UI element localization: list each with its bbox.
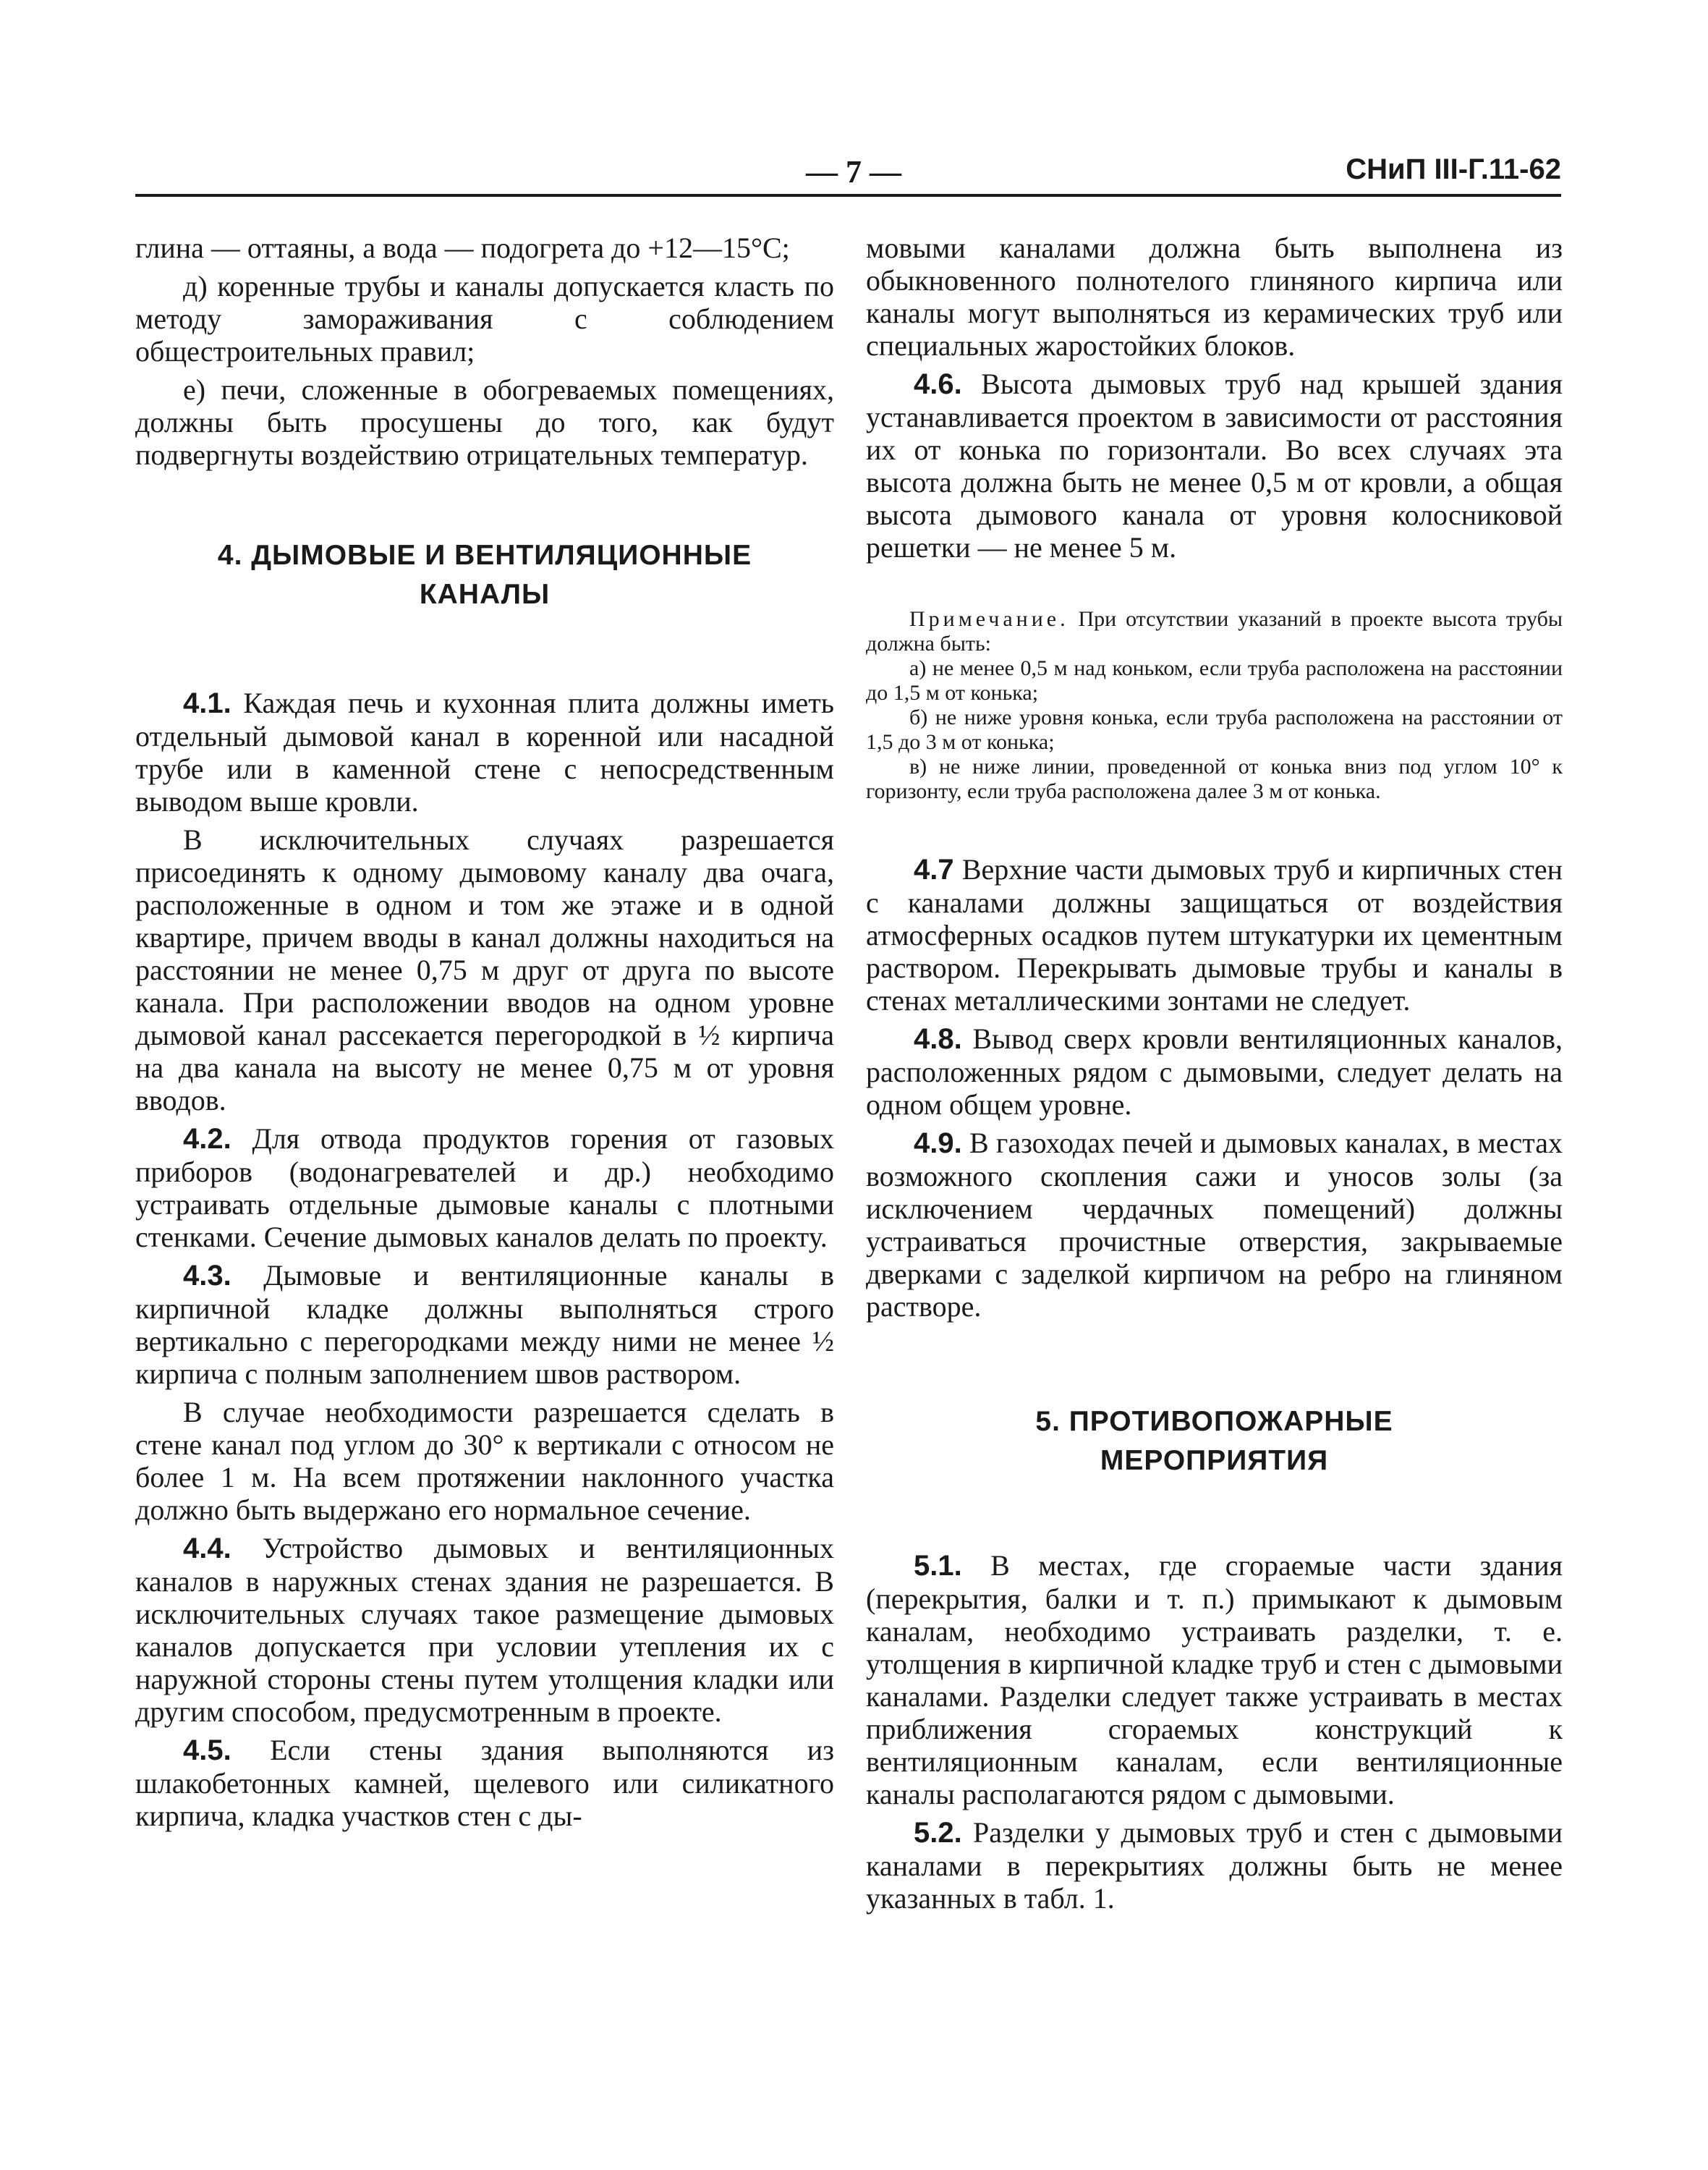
clause-4-2-number: 4.2. — [183, 1123, 231, 1155]
clause-4-4 — [135, 1532, 834, 1728]
clause-5-1-text: В местах, где сгораемые части здания (перекрытия, балки и т. п.) примыкают к дымовым каналам, необходимо устраивать разделки, т. е. утолщения в кирпичной кладке труб и стен с дымовыми каналами. Разделки следует также устраивать в местах приближения сгораемых конструкций к вентиляционным каналам, если вентиляционные каналы располагаются рядом с дымовыми. — [866, 1549, 1563, 1810]
paragraph-item-d: д) коренные трубы и каналы допускается класть по методу замораживания с соблюдением общестроительных правил; — [135, 270, 834, 368]
note-label: Примечание. — [909, 607, 1069, 631]
clause-5-1-number: 5.1. — [914, 1550, 962, 1582]
clause-4-5-continued: мовыми каналами должна быть выполнена из обыкновенного полнотелого глиняного кирпича или каналы могут выполняться из керамических труб или специальных жаростойких блоков. — [866, 232, 1563, 362]
clause-4-1-text: Каждая печь и кухонная плита должны иметь отдельный дымовой канал в коренной или насадной трубе или в каменной стене с непосредственным выводом выше кровли. — [135, 687, 834, 818]
clause-4-5 — [135, 1734, 834, 1832]
clause-5-1 — [866, 1549, 1563, 1810]
note-item-b: б) не ниже уровня конька, если труба расположена на расстоянии от 1,5 до 3 м от конька; — [866, 705, 1563, 754]
note-intro-text: При отсутствии указаний в проекте высота трубы должна быть: — [866, 607, 1563, 656]
clause-4-3 — [135, 1259, 834, 1390]
clause-4-8-number: 4.8. — [914, 1023, 962, 1055]
clause-4-7-number: 4.7 — [914, 854, 954, 886]
paragraph-item-e: е) печи, сложенные в обогреваемых помещениях, должны быть просушены до того, как будут подвергнуты воздействию отрицательных температур. — [135, 373, 834, 471]
section-4-heading-line2: КАНАЛЫ — [419, 579, 551, 610]
section-5-heading-line2: МЕРОПРИЯТИЯ — [1100, 1445, 1329, 1476]
paragraph-clay-water: глина — оттаяны, а вода — подогрета до +12—15°С; — [135, 232, 790, 264]
clause-4-6-number: 4.6. — [914, 368, 962, 400]
clause-4-6-text: Высота дымовых труб над крышей здания устанавливается проектом в зависимости от расстояния их от конька по горизонтали. Во всех случаях эта высота должна быть не менее 0,5 м от кровли, а общая высота дымового канала от уровня колосниковой решетки — не менее 5 м. — [866, 368, 1563, 564]
left-column — [135, 232, 834, 1838]
clause-4-9 — [866, 1127, 1563, 1323]
clause-4-9-number: 4.9. — [914, 1127, 962, 1159]
clause-5-2-text: Разделки у дымовых труб и стен с дымовыми каналами в перекрытиях должны быть не менее указанных в табл. 1. — [866, 1816, 1563, 1915]
section-4-heading-line1: 4. ДЫМОВЫЕ И ВЕНТИЛЯЦИОННЫЕ — [217, 540, 752, 571]
clause-4-7-text: Верхние части дымовых труб и кирпичных стен с каналами должны защищаться от воздействия атмосферных осадков путем штукатурки их цементным раствором. Перекрывать дымовые трубы и каналы в стенах металлическими зонтами не следует. — [866, 853, 1563, 1017]
header-rule — [135, 194, 1561, 197]
clause-4-9-text: В газоходах печей и дымовых каналах, в местах возможного скопления сажи и уносов золы (за исключением чердачных помещений) должны устраиваться прочистные отверстия, закрываемые дверками с заделкой кирпичом на ребро на глиняном растворе. — [866, 1127, 1563, 1323]
clause-5-2-number: 5.2. — [914, 1817, 962, 1849]
document-code: СНиП III-Г.11-62 — [1346, 153, 1561, 185]
clause-4-5-text: Если стены здания выполняются из шлакобетонных камней, щелевого или силикатного кирпича, кладка участков стен с ды- — [135, 1734, 835, 1832]
clause-4-2-text: Для отвода продуктов горения от газовых приборов (водонагревателей и др.) необходимо устраивать отдельные дымовые каналы с плотными стенками. Сечение дымовых каналов делать по проекту. — [135, 1122, 834, 1253]
note-item-c: в) не ниже линии, проведенной от конька вниз под углом 10° к горизонту, если труба расположена далее 3 м от конька. — [866, 755, 1563, 803]
clause-4-3-cont: В случае необходимости разрешается сделать в стене канал под углом до 30° к вертикали с относом не более 1 м. На всем протяжении наклонного участка должно быть выдержано его нормальное сечение. — [135, 1396, 834, 1526]
section-5-heading-line1: 5. ПРОТИВОПОЖАРНЫЕ — [1035, 1406, 1393, 1437]
clause-4-1-number: 4.1. — [183, 687, 231, 719]
clause-5-2 — [866, 1816, 1563, 1915]
clause-4-6 — [866, 368, 1563, 564]
section-5-heading — [866, 1402, 1563, 1480]
clause-4-3-text: Дымовые и вентиляционные каналы в кирпичной кладке должны выполняться строго вертикально с перегородками между ними не менее ½ кирпича с полным заполнением швов раствором. — [135, 1259, 835, 1390]
note-intro — [866, 607, 1563, 656]
note-item-a: а) не менее 0,5 м над коньком, если труба расположена на расстоянии до 1,5 м от конька; — [866, 656, 1563, 705]
clause-4-3-number: 4.3. — [183, 1260, 231, 1292]
clause-4-8-text: Вывод сверх кровли вентиляционных каналов, расположенных рядом с дымовыми, следует делать на одном общем уровне. — [866, 1022, 1563, 1121]
clause-4-1-cont: В исключительных случаях разрешается присоединять к одному дымовому каналу два очага, расположенные в одном и том же этаже и в одной квартире, причем вводы в канал должны находиться на расстоянии не менее 0,75 м друг от друга по высоте канала. При расположении вводов на одном уровне дымовой канал рассекается перегородкой в ½ кирпича на два канала на высоту не менее 0,75 м от уровня вводов. — [135, 823, 834, 1116]
right-column — [866, 232, 1563, 1920]
clause-4-4-text: Устройство дымовых и вентиляционных каналов в наружных стенах здания не разрешается. В исключительных случаях такое размещение дымовых каналов допускается при условии утепления их с наружной стороны стены путем утолщения кладки или другим способом, предусмотренным в проекте. — [135, 1532, 835, 1728]
clause-4-4-number: 4.4. — [183, 1533, 231, 1564]
clause-4-5-number: 4.5. — [183, 1734, 231, 1766]
page-number: — 7 — — [806, 154, 901, 190]
clause-4-1 — [135, 687, 834, 818]
clause-4-7 — [866, 853, 1563, 1017]
note-block — [866, 607, 1563, 804]
clause-4-8 — [866, 1022, 1563, 1121]
clause-4-2 — [135, 1122, 834, 1253]
section-4-heading — [135, 536, 834, 614]
